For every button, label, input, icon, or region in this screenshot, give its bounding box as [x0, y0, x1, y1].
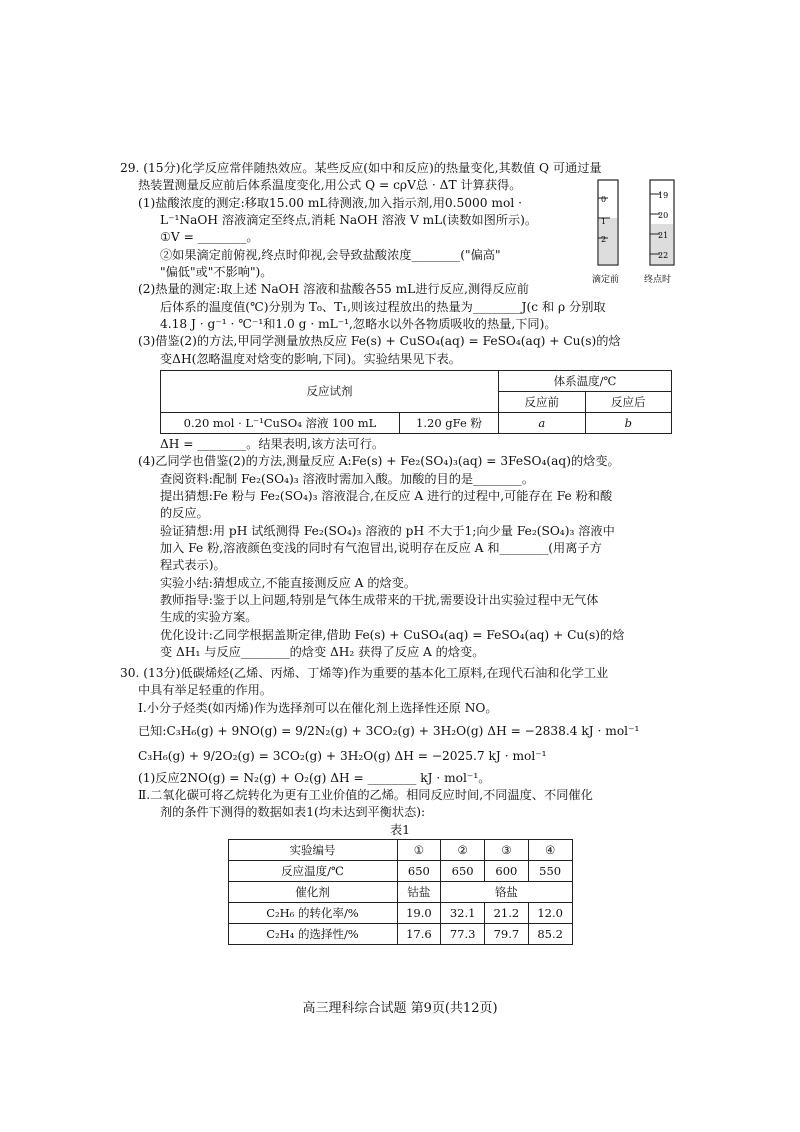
q29-part3-line3: ΔH = ________。结果表明,该方法可行。	[160, 436, 385, 451]
table1-row-catalyst	[228, 881, 572, 902]
q30-equation2: C₃H₆(g) + 9/2O₂(g) = 3CO₂(g) + 3H₂O(g) ΔH = −2025.7 kJ · mol⁻¹	[138, 749, 547, 764]
q29-part1-line5: "偏低"或"不影响")。	[160, 264, 273, 279]
table-cell-before: a	[499, 412, 586, 433]
q30-head-cont: 中具有举足轻重的作用。	[138, 683, 273, 698]
q30-section2-line1: Ⅱ.二氧化碳可将乙烷转化为更有工业价值的乙烯。相同反应时间,不同温度、不同催化	[138, 787, 593, 802]
q30-equation1: 已知:C₃H₆(g) + 9NO(g) = 9/2N₂(g) + 3CO₂(g) + 3H₂O(g) ΔH = −2838.4 kJ · mol⁻¹	[138, 723, 640, 738]
table1-cell: ④	[528, 839, 572, 860]
table-header-temp: 体系温度/℃	[499, 370, 672, 391]
table-header-reagent: 反应试剂	[161, 370, 499, 412]
table1-cell: 650	[397, 860, 441, 881]
table1-cell: ②	[441, 839, 485, 860]
q30-question1: (1)反应2NO(g) = N₂(g) + O₂(g) ΔH = ________ kJ · mol⁻¹。	[138, 770, 491, 785]
table1-cell: 钴盐	[397, 881, 441, 902]
q29-part4-line8: 实验小结:猜想成立,不能直接测反应 A 的焓变。	[160, 575, 417, 590]
table-header-before: 反应前	[499, 391, 586, 412]
q29-part4-line3: 提出猜想:Fe 粉与 Fe₂(SO₄)₃ 溶液混合,在反应 A 进行的过程中,可能存在 Fe 粉和酸	[160, 488, 613, 503]
q29-table	[160, 370, 672, 434]
table1-cell: C₂H₆ 的转化率/%	[228, 902, 397, 923]
table1-cell: 85.2	[528, 923, 572, 944]
table1-cell: 19.0	[397, 902, 441, 923]
q29-part4-line9: 教师指导:鉴于以上问题,特别是气体生成带来的干扰,需要设计出实验过程中无气体	[160, 592, 599, 607]
table1-cell: 17.6	[397, 923, 441, 944]
q29-head: 29. (15分)化学反应常伴随热效应。某些反应(如中和反应)的热量变化,其数值 Q 可通过量	[120, 161, 602, 175]
after-tick-22: 22	[658, 251, 669, 260]
q29-part4-line10: 生成的实验方案。	[160, 610, 258, 625]
q29-part1-line3: ①V = ________。	[160, 230, 259, 245]
before-tick-0: 0	[601, 195, 607, 204]
q29-part2-line3: 4.18 J · g⁻¹ · ℃⁻¹和1.0 g · mL⁻¹,忽略水以外各物质吸收的热量,下同)。	[160, 316, 557, 331]
q29-part3-line2: 变ΔH(忽略温度对焓变的影响,下同)。实验结果见下表。	[160, 351, 461, 366]
table1-row-id	[228, 839, 572, 860]
q29-part2-line1: (2)热量的测定:取上述 NaOH 溶液和盐酸各55 mL进行反应,测得反应前	[138, 282, 529, 297]
label-before: 滴定前	[592, 275, 620, 285]
table1-cell: 反应温度/℃	[228, 860, 397, 881]
label-after: 终点时	[644, 275, 672, 285]
q30-section2-line2: 剂的条件下测得的数据如表1(均未达到平衡状态):	[160, 805, 426, 820]
after-tick-20: 20	[658, 211, 669, 220]
table1-cell: 催化剂	[228, 881, 397, 902]
table-header-after: 反应后	[585, 391, 672, 412]
table-cell-after: b	[585, 412, 672, 433]
table1-row-temp	[228, 860, 572, 881]
after-tick-21: 21	[658, 231, 669, 240]
table1-cell: ①	[397, 839, 441, 860]
table1-cell: 650	[441, 860, 485, 881]
table1-cell: C₂H₄ 的选择性/%	[228, 923, 397, 944]
table1-cell: 77.3	[441, 923, 485, 944]
q29-part4-line6: 加入 Fe 粉,溶液颜色变浅的同时有气泡冒出,说明存在反应 A 和________(用离子方	[160, 540, 602, 555]
q29-part4-line12: 变 ΔH₁ 与反应________的焓变 ΔH₂ 获得了反应 A 的焓变。	[160, 644, 485, 659]
table1-cell: 21.2	[485, 902, 529, 923]
before-tick-1: 1	[601, 217, 607, 226]
q29-part4-line1: (4)乙同学也借鉴(2)的方法,测量反应 A:Fe(s) + Fe₂(SO₄)₃(aq) = 3FeSO₄(aq)的焓变。	[138, 454, 620, 469]
q30-section1: Ⅰ.小分子烃类(如丙烯)作为选择剂可以在催化剂上选择性还原 NO。	[138, 700, 498, 715]
table1	[228, 839, 573, 945]
table1-cell: 79.7	[485, 923, 529, 944]
q29-part4-line2: 查阅资料:配制 Fe₂(SO₄)₃ 溶液时需加入酸。加酸的目的是________。	[160, 471, 535, 486]
q29-part1-line2: L⁻¹NaOH 溶液滴定至终点,消耗 NaOH 溶液 V mL(读数如图所示)。	[160, 212, 538, 227]
table1-cell: ③	[485, 839, 529, 860]
table1-cell: 32.1	[441, 902, 485, 923]
table1-cell: 实验编号	[228, 839, 397, 860]
q29-head-cont: 热装置测量反应前后体系温度变化,用公式 Q = cρV总 · ΔT 计算获得。	[138, 178, 522, 193]
q29-part4-line4: 的反应。	[160, 506, 209, 521]
burette-diagram	[588, 178, 698, 288]
table1-caption: 表1	[390, 822, 410, 837]
q29-part4-line7: 程式表示)。	[160, 558, 226, 573]
table1-row-selectivity	[228, 923, 572, 944]
table1-cell: 600	[485, 860, 529, 881]
table1-cell: 铬盐	[441, 881, 572, 902]
table1-cell: 550	[528, 860, 572, 881]
table1-cell: 12.0	[528, 902, 572, 923]
q29-part3-line1: (3)借鉴(2)的方法,甲同学测量放热反应 Fe(s) + CuSO₄(aq) = FeSO₄(aq) + Cu(s)的焓	[138, 334, 621, 349]
burette-figure	[588, 178, 698, 288]
page-footer: 高三理科综合试题 第9页(共12页)	[302, 1001, 498, 1016]
table-cell-reagent1: 0.20 mol · L⁻¹CuSO₄ 溶液 100 mL	[161, 412, 400, 433]
question-30	[120, 665, 680, 945]
before-tick-2: 2	[601, 235, 607, 244]
q29-part4-line11: 优化设计:乙同学根据盖斯定律,借助 Fe(s) + CuSO₄(aq) = FeSO₄(aq) + Cu(s)的焓	[160, 627, 625, 642]
q29-part2-line2: 后体系的温度值(℃)分别为 T₀、T₁,则该过程放出的热量为________J(c 和 ρ 分别取	[160, 299, 606, 314]
table1-row-conversion	[228, 902, 572, 923]
after-tick-19: 19	[658, 191, 669, 200]
q30-head: 30. (13分)低碳烯烃(乙烯、丙烯、丁烯等)作为重要的基本化工原料,在现代石油和化学工业	[120, 666, 609, 680]
q29-part4-line5: 验证猜想:用 pH 试纸测得 Fe₂(SO₄)₃ 溶液的 pH 不大于1;向少量 Fe₂(SO₄)₃ 溶液中	[160, 523, 615, 538]
table-cell-reagent2: 1.20 gFe 粉	[400, 412, 499, 433]
q29-part1-line4: ②如果滴定前俯视,终点时仰视,会导致盐酸浓度________("偏高"	[160, 247, 501, 262]
q29-part1-line1: (1)盐酸浓度的测定:移取15.00 mL待测液,加入指示剂,用0.5000 mol ·	[138, 195, 522, 210]
